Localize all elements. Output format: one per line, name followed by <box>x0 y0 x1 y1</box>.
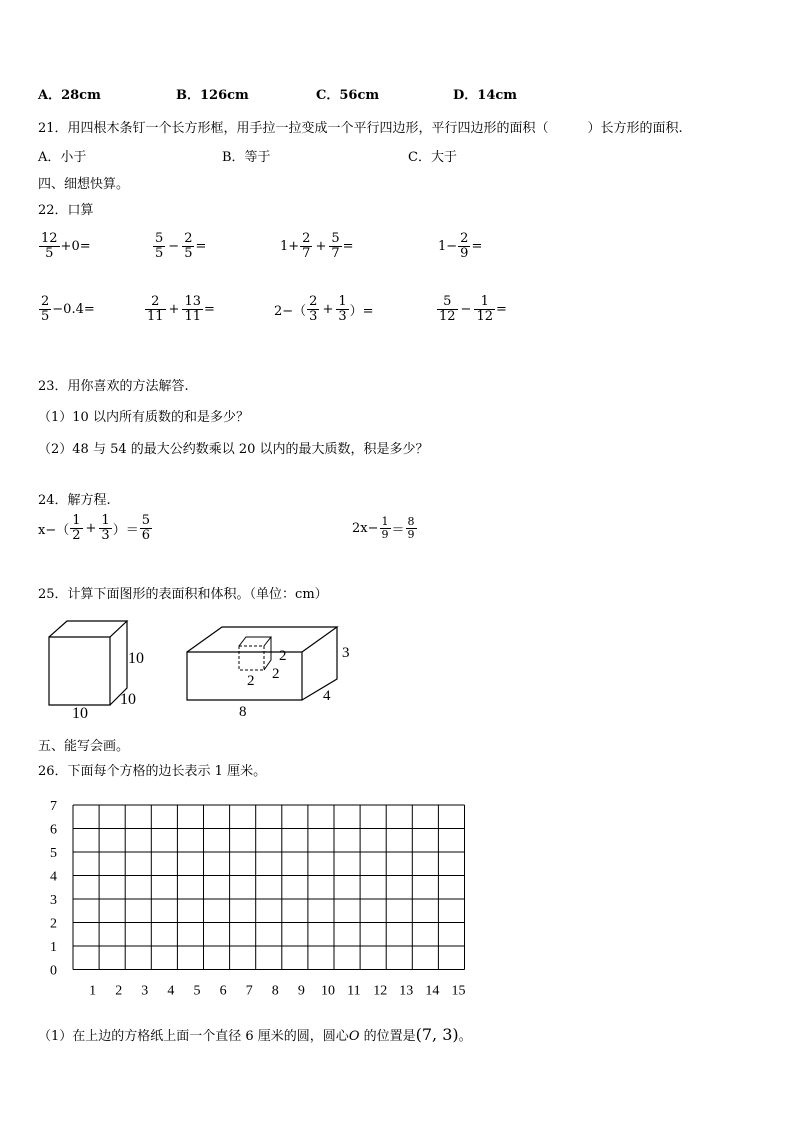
cuboid-length-label: 8 <box>239 704 247 720</box>
denominator: 9 <box>381 528 389 542</box>
small-cube-height-label: 2 <box>279 648 287 664</box>
numerator: 5 <box>331 231 340 246</box>
denominator: 6 <box>141 528 150 544</box>
grid-x-label: 12 <box>373 983 388 999</box>
expr-lead: 1− <box>438 239 458 255</box>
expr-tail: −0.4= <box>52 302 95 318</box>
denominator: 3 <box>309 309 318 325</box>
grid-x-label: 15 <box>451 983 466 999</box>
q22-expr-8 <box>436 295 507 325</box>
grid-y-label: 1 <box>50 940 57 955</box>
q24-equation-2 <box>352 516 418 541</box>
grid-y-label: 4 <box>50 869 57 885</box>
numerator: 1 <box>72 513 81 528</box>
denominator: 12 <box>476 309 493 325</box>
operator: − <box>168 239 180 255</box>
numerator: 2 <box>41 294 50 309</box>
q22-expr-6 <box>144 295 215 325</box>
small-cube-depth-label: 2 <box>272 666 280 682</box>
denominator: 9 <box>460 246 469 262</box>
denominator: 11 <box>147 309 164 325</box>
q22-expr-2 <box>152 232 206 262</box>
q22-expr-3 <box>280 232 354 262</box>
q23-part-2: （2）48 与 54 的最大公约数乘以 20 以内的最大质数，积是多少？ <box>38 442 429 457</box>
grid-x-label: 8 <box>271 983 279 999</box>
equals: = <box>342 239 354 255</box>
operator: + <box>322 302 334 318</box>
numerator: 13 <box>184 294 201 309</box>
cube-figure <box>40 615 170 723</box>
expr-mid: ＝ <box>391 523 405 539</box>
q24-title: 24．解方程. <box>38 493 111 508</box>
equals: = <box>496 302 507 318</box>
cuboid-height-label: 3 <box>342 645 350 661</box>
q26-title: 26．下面每个方格的边长表示 1 厘米。 <box>38 764 267 779</box>
cube-height-label: 10 <box>128 650 144 667</box>
grid-y-labels <box>50 799 57 979</box>
grid-x-label: 13 <box>399 983 414 999</box>
numerator: 1 <box>101 513 110 528</box>
numerator: 1 <box>338 294 347 309</box>
numerator: 2 <box>460 231 469 246</box>
cube-top-face <box>49 621 127 637</box>
numerator: 2 <box>302 231 311 246</box>
denominator: 5 <box>41 309 50 325</box>
numerator: 1 <box>474 295 495 310</box>
denominator: 7 <box>331 246 340 262</box>
q21-option-c: C．大于 <box>408 150 457 165</box>
q23-title: 23．用你喜欢的方法解答. <box>38 379 189 394</box>
q26-part-1-mid: 的位置是 <box>359 1029 416 1044</box>
grid-y-label: 6 <box>50 822 57 838</box>
small-cube-top <box>239 637 271 646</box>
cuboid-depth-label: 4 <box>323 688 331 704</box>
q20-option-c: C．56cm <box>316 88 380 103</box>
q22-title: 22．口算 <box>38 203 94 218</box>
small-cube-front <box>239 646 264 670</box>
grid-x-label: 5 <box>193 983 201 999</box>
grid-x-label: 1 <box>89 983 97 999</box>
section-5-heading: 五、能写会画。 <box>38 739 130 754</box>
q22-expr-7 <box>274 295 374 325</box>
equals: = <box>204 302 215 318</box>
equals: = <box>195 239 207 255</box>
circle-center-position: (7, 3) <box>415 1025 459 1044</box>
q22-expr-4 <box>438 232 482 262</box>
denominator: 5 <box>184 246 193 262</box>
numerator: 5 <box>141 513 150 528</box>
grid-y-label: 2 <box>50 916 57 932</box>
operator: + <box>315 239 327 255</box>
numerator: 2 <box>145 295 166 310</box>
grid-y-label: 7 <box>50 799 57 814</box>
circle-center-label: O <box>348 1029 360 1044</box>
grid-x-label: 9 <box>297 983 305 999</box>
expr-lead: 2−（ <box>274 304 307 320</box>
numerator: 5 <box>437 295 458 310</box>
denominator: 3 <box>338 309 347 325</box>
cuboid-top-face <box>187 627 337 652</box>
q25-title: 25．计算下面图形的表面积和体积。（单位：cm） <box>38 587 328 602</box>
denominator: 12 <box>439 309 456 325</box>
denominator: 2 <box>72 528 81 544</box>
q22-expr-1 <box>38 232 91 262</box>
cube-width-label: 10 <box>72 705 88 722</box>
cuboid-figure <box>180 622 360 722</box>
q24-equation-1 <box>38 514 153 544</box>
grid-x-label: 4 <box>167 983 175 999</box>
q20-option-a: A．28cm <box>38 88 101 103</box>
numerator: 1 <box>381 515 389 528</box>
numerator: 8 <box>407 515 415 528</box>
cube-front-face <box>49 637 110 705</box>
expr-lead: 2x− <box>352 521 379 537</box>
operator: + <box>168 302 180 318</box>
grid-y-label: 5 <box>50 846 57 861</box>
q26-part-1 <box>38 1025 472 1044</box>
grid-x-label: 7 <box>245 983 253 999</box>
grid-x-label: 10 <box>321 983 335 999</box>
grid-x-labels <box>89 984 465 999</box>
q20-option-b: B．126cm <box>176 88 249 103</box>
q21-option-a: A．小于 <box>38 150 87 165</box>
expr-tail: ）= <box>349 304 374 320</box>
denominator: 11 <box>184 309 201 325</box>
operator: + <box>85 521 97 537</box>
grid-paper <box>40 795 490 1000</box>
cuboid-side-face <box>302 627 337 700</box>
operator: − <box>460 302 472 318</box>
denominator: 9 <box>407 528 415 542</box>
grid-x-label: 3 <box>141 983 149 999</box>
denominator: 7 <box>302 246 311 262</box>
expr-lead: x−（ <box>38 523 70 539</box>
numerator: 2 <box>184 231 193 246</box>
q23-part-1: （1）10 以内所有质数的和是多少？ <box>38 410 249 425</box>
small-cube-width-label: 2 <box>247 673 255 689</box>
grid-x-label: 6 <box>219 983 227 999</box>
grid-y-label: 0 <box>50 963 57 979</box>
expr-tail: +0= <box>60 239 91 255</box>
denominator: 3 <box>101 528 110 544</box>
numerator: 2 <box>309 294 318 309</box>
numerator: 12 <box>41 231 58 246</box>
expr-mid: ）＝ <box>112 523 139 539</box>
grid-lines <box>73 805 465 970</box>
q26-part-1-end: 。 <box>458 1029 472 1044</box>
q22-expr-5 <box>38 295 95 325</box>
grid-x-label: 11 <box>347 983 361 999</box>
numerator: 5 <box>155 231 164 246</box>
denominator: 5 <box>45 246 54 262</box>
cube-depth-label: 10 <box>120 691 136 708</box>
grid-x-label: 14 <box>425 983 440 999</box>
equals: = <box>471 239 483 255</box>
denominator: 5 <box>155 246 164 262</box>
q20-option-d: D．14cm <box>453 88 518 103</box>
expr-lead: 1+ <box>280 239 300 255</box>
grid-y-label: 3 <box>50 893 57 908</box>
q26-part-1-text: （1）在上边的方格纸上面一个直径 6 厘米的圆，圆心 <box>38 1029 349 1044</box>
q21-text: 21．用四根木条钉一个长方形框，用手拉一拉变成一个平行四边形，平行四边形的面积（ ）长方形的面积. <box>38 121 683 136</box>
grid-x-label: 2 <box>115 983 123 999</box>
q21-option-b: B．等于 <box>222 150 271 165</box>
section-4-heading: 四、细想快算。 <box>38 177 130 192</box>
